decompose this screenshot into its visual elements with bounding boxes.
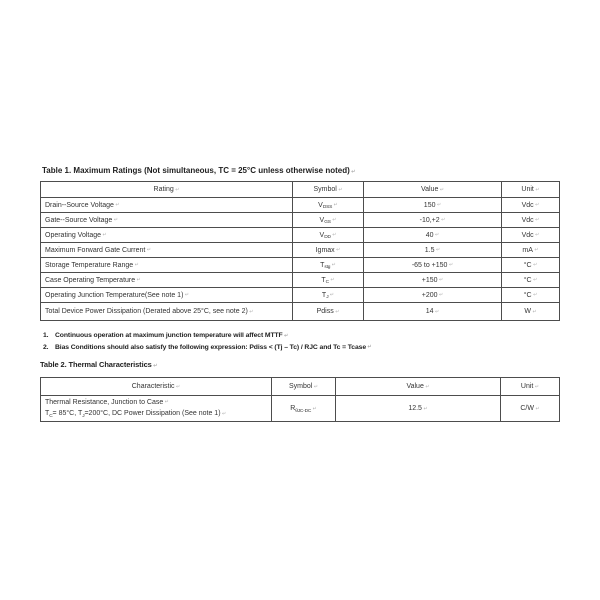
table-row bbox=[41, 258, 560, 273]
paragraph-mark-icon: ↵ bbox=[331, 262, 336, 268]
rating-text: Case Operating Temperature bbox=[45, 276, 136, 284]
paragraph-mark-icon: ↵ bbox=[134, 262, 139, 268]
paragraph-mark-icon: ↵ bbox=[439, 277, 444, 283]
rating-cell bbox=[41, 258, 293, 273]
paragraph-mark-icon: ↵ bbox=[153, 362, 158, 369]
paragraph-mark-icon: ↵ bbox=[313, 383, 319, 390]
paragraph-mark-icon: ↵ bbox=[351, 168, 356, 175]
rating-cell bbox=[41, 243, 293, 258]
rating-cell bbox=[41, 273, 293, 288]
header-label: Unit bbox=[521, 186, 534, 193]
table1-title-text: Table 1. Maximum Ratings (Not simultaneous, TC = 25°C unless otherwise noted) bbox=[42, 166, 350, 175]
value-text: -65 to +150 bbox=[411, 261, 448, 269]
paragraph-mark-icon: ↵ bbox=[184, 292, 190, 298]
paragraph-mark-icon: ↵ bbox=[534, 247, 539, 253]
symbol-subscript: J bbox=[326, 295, 329, 301]
unit-cell bbox=[502, 303, 560, 321]
unit-text: mA bbox=[522, 246, 533, 254]
footnote-number: 2. bbox=[43, 343, 49, 351]
symbol-base: V bbox=[319, 231, 325, 239]
rating-text: Operating Junction Temperature(See note 1) bbox=[45, 291, 184, 299]
table-row bbox=[41, 213, 560, 228]
characteristic-cell bbox=[41, 396, 272, 422]
header-label: Rating bbox=[153, 186, 174, 193]
unit-text: °C bbox=[523, 261, 532, 269]
symbol-cell bbox=[293, 198, 364, 213]
paragraph-mark-icon: ↵ bbox=[330, 277, 335, 283]
paragraph-mark-icon: ↵ bbox=[115, 202, 120, 208]
paragraph-mark-icon: ↵ bbox=[534, 383, 540, 390]
value-text: 14 bbox=[425, 308, 434, 315]
paragraph-mark-icon: ↵ bbox=[435, 232, 440, 238]
symbol-subscript: DD bbox=[324, 235, 331, 241]
table2-header-value bbox=[336, 378, 501, 396]
header-label: Symbol bbox=[313, 186, 337, 193]
paragraph-mark-icon: ↵ bbox=[332, 232, 337, 238]
symbol-cell bbox=[293, 288, 364, 303]
value-cell bbox=[364, 258, 502, 273]
rating-cell bbox=[41, 303, 293, 321]
unit-text: W bbox=[524, 308, 531, 315]
table-row bbox=[41, 228, 560, 243]
paragraph-mark-icon: ↵ bbox=[535, 202, 540, 208]
paragraph-mark-icon: ↵ bbox=[435, 308, 440, 315]
table-row bbox=[41, 396, 560, 422]
symbol-subscript: DSS bbox=[322, 205, 333, 211]
paragraph-mark-icon: ↵ bbox=[249, 308, 254, 315]
footnote-2 bbox=[43, 344, 563, 351]
paragraph-mark-icon: ↵ bbox=[423, 405, 428, 412]
paragraph-mark-icon: ↵ bbox=[535, 405, 540, 412]
symbol-cell bbox=[272, 396, 336, 422]
table2-title bbox=[40, 360, 157, 369]
footnote-1 bbox=[43, 332, 563, 339]
paragraph-mark-icon: ↵ bbox=[102, 232, 107, 238]
rating-text: Gate--Source Voltage bbox=[45, 216, 113, 224]
table1-header-row bbox=[41, 182, 560, 198]
unit-text: C/W bbox=[520, 405, 534, 412]
value-text: 12.5 bbox=[408, 405, 422, 412]
footnote-text: Bias Conditions should also satisfy the following expression: Pdiss < (Tj – Tc) / RJC and Tc = Tcase ↵ bbox=[55, 343, 372, 351]
value-text: 1.5 bbox=[424, 246, 435, 254]
characteristic-line-1: Thermal Resistance, Junction to Case ↵ bbox=[45, 398, 169, 406]
table-row bbox=[41, 273, 560, 288]
rating-text: Drain--Source Voltage bbox=[45, 201, 114, 209]
symbol-cell bbox=[293, 243, 364, 258]
paragraph-mark-icon: ↵ bbox=[338, 186, 343, 193]
unit-cell bbox=[502, 273, 560, 288]
value-cell bbox=[364, 228, 502, 243]
header-label: Characteristic bbox=[131, 383, 175, 390]
paragraph-mark-icon: ↵ bbox=[336, 247, 341, 253]
value-cell bbox=[364, 303, 502, 321]
symbol-cell bbox=[293, 213, 364, 228]
symbol-cell bbox=[293, 273, 364, 288]
symbol-subscript: stg bbox=[324, 265, 331, 271]
table1-maximum-ratings bbox=[40, 181, 560, 321]
table2-header-symbol bbox=[272, 378, 336, 396]
value-text: +200 bbox=[421, 291, 438, 299]
symbol-base: T bbox=[320, 261, 325, 269]
rating-text: Maximum Forward Gate Current bbox=[45, 246, 146, 254]
unit-text: Vdc bbox=[521, 216, 534, 224]
symbol-cell bbox=[293, 258, 364, 273]
paragraph-mark-icon: ↵ bbox=[332, 217, 337, 223]
header-label: Value bbox=[406, 383, 424, 390]
paragraph-mark-icon: ↵ bbox=[329, 292, 335, 298]
paragraph-mark-icon: ↵ bbox=[535, 232, 540, 238]
header-label: Unit bbox=[520, 383, 534, 390]
paragraph-mark-icon: ↵ bbox=[441, 217, 446, 223]
table2-header-characteristic bbox=[41, 378, 272, 396]
paragraph-mark-icon: ↵ bbox=[533, 292, 538, 298]
paragraph-mark-icon: ↵ bbox=[367, 344, 372, 350]
table2-thermal-characteristics bbox=[40, 377, 560, 422]
subscript: J bbox=[82, 413, 85, 419]
unit-text: °C bbox=[523, 291, 532, 299]
paragraph-mark-icon: ↵ bbox=[535, 217, 540, 223]
header-label: Symbol bbox=[288, 383, 313, 390]
unit-text: °C bbox=[523, 276, 532, 284]
table1-header-unit bbox=[502, 182, 560, 198]
header-label: Value bbox=[420, 186, 439, 193]
symbol-subscript: GS bbox=[324, 220, 331, 226]
paragraph-mark-icon: ↵ bbox=[176, 383, 181, 390]
unit-cell bbox=[501, 396, 560, 422]
paragraph-mark-icon: ↵ bbox=[164, 399, 169, 406]
paragraph-mark-icon: ↵ bbox=[436, 202, 442, 208]
table-row bbox=[41, 198, 560, 213]
paragraph-mark-icon: ↵ bbox=[146, 247, 152, 253]
paragraph-mark-icon: ↵ bbox=[312, 405, 317, 412]
table1-footnotes bbox=[43, 332, 563, 355]
subscript: C bbox=[49, 413, 53, 419]
paragraph-mark-icon: ↵ bbox=[533, 262, 538, 268]
value-cell bbox=[364, 243, 502, 258]
paragraph-mark-icon: ↵ bbox=[333, 202, 338, 208]
value-text: 40 bbox=[425, 231, 434, 239]
paragraph-mark-icon: ↵ bbox=[448, 262, 454, 268]
value-cell bbox=[364, 198, 502, 213]
paragraph-mark-icon: ↵ bbox=[436, 247, 441, 253]
value-cell bbox=[364, 273, 502, 288]
value-cell bbox=[364, 213, 502, 228]
unit-text: Vdc bbox=[521, 231, 534, 239]
table1-header-symbol bbox=[293, 182, 364, 198]
paragraph-mark-icon: ↵ bbox=[136, 277, 141, 283]
paragraph-mark-icon: ↵ bbox=[284, 332, 289, 339]
paragraph-mark-icon: ↵ bbox=[439, 292, 444, 298]
unit-cell bbox=[502, 243, 560, 258]
value-text: -10,+2 bbox=[419, 216, 440, 224]
symbol-subscript: θJC-DC bbox=[295, 408, 312, 414]
unit-cell bbox=[502, 198, 560, 213]
paragraph-mark-icon: ↵ bbox=[175, 186, 180, 193]
unit-cell bbox=[502, 213, 560, 228]
value-cell bbox=[364, 288, 502, 303]
rating-cell bbox=[41, 228, 293, 243]
unit-text: Vdc bbox=[521, 201, 534, 209]
paragraph-mark-icon: ↵ bbox=[535, 186, 540, 193]
table1-title bbox=[42, 166, 355, 175]
table2-header-row bbox=[41, 378, 560, 396]
table2-title-text: Table 2. Thermal Characteristics bbox=[40, 360, 152, 369]
footnote-text: Continuous operation at maximum junction temperature will affect MTTF ↵ bbox=[55, 332, 289, 339]
table1-header-value bbox=[364, 182, 502, 198]
rating-cell bbox=[41, 198, 293, 213]
paragraph-mark-icon: ↵ bbox=[532, 308, 537, 315]
rating-text: Storage Temperature Range bbox=[45, 261, 134, 269]
table-row bbox=[41, 288, 560, 303]
value-cell bbox=[336, 396, 501, 422]
table1-header-rating bbox=[41, 182, 293, 198]
unit-cell bbox=[502, 288, 560, 303]
rating-text: Operating Voltage bbox=[45, 231, 102, 239]
symbol-base: V bbox=[318, 201, 323, 209]
symbol-base: T bbox=[321, 291, 327, 299]
unit-cell bbox=[502, 228, 560, 243]
table2-header-unit bbox=[501, 378, 560, 396]
symbol-base: T bbox=[321, 276, 326, 284]
paragraph-mark-icon: ↵ bbox=[439, 186, 445, 193]
unit-cell bbox=[502, 258, 560, 273]
value-text: 150 bbox=[423, 201, 436, 209]
table-row bbox=[41, 243, 560, 258]
symbol-base: R bbox=[290, 405, 296, 412]
symbol-base: Igmax bbox=[315, 246, 335, 254]
characteristic-line-2: $T_C= 85^\circ C$, $T_J=200^\circ C$, DC Power Dissipation (See note 1) ↵ bbox=[45, 410, 227, 419]
symbol-base: V bbox=[319, 216, 325, 224]
rating-cell bbox=[41, 288, 293, 303]
value-text: +150 bbox=[421, 276, 438, 284]
rating-text: Total Device Power Dissipation (Derated above 25°C, see note 2) bbox=[45, 308, 248, 315]
paragraph-mark-icon: ↵ bbox=[533, 277, 538, 283]
rating-cell bbox=[41, 213, 293, 228]
symbol-subscript: C bbox=[325, 280, 329, 286]
symbol-cell bbox=[293, 303, 364, 321]
table-row bbox=[41, 303, 560, 321]
symbol-cell bbox=[293, 228, 364, 243]
paragraph-mark-icon: ↵ bbox=[113, 217, 119, 223]
paragraph-mark-icon: ↵ bbox=[425, 383, 430, 390]
paragraph-mark-icon: ↵ bbox=[222, 410, 227, 417]
paragraph-mark-icon: ↵ bbox=[335, 308, 340, 315]
footnote-number: 1. bbox=[43, 332, 49, 339]
symbol-base: Pdiss bbox=[316, 308, 334, 315]
